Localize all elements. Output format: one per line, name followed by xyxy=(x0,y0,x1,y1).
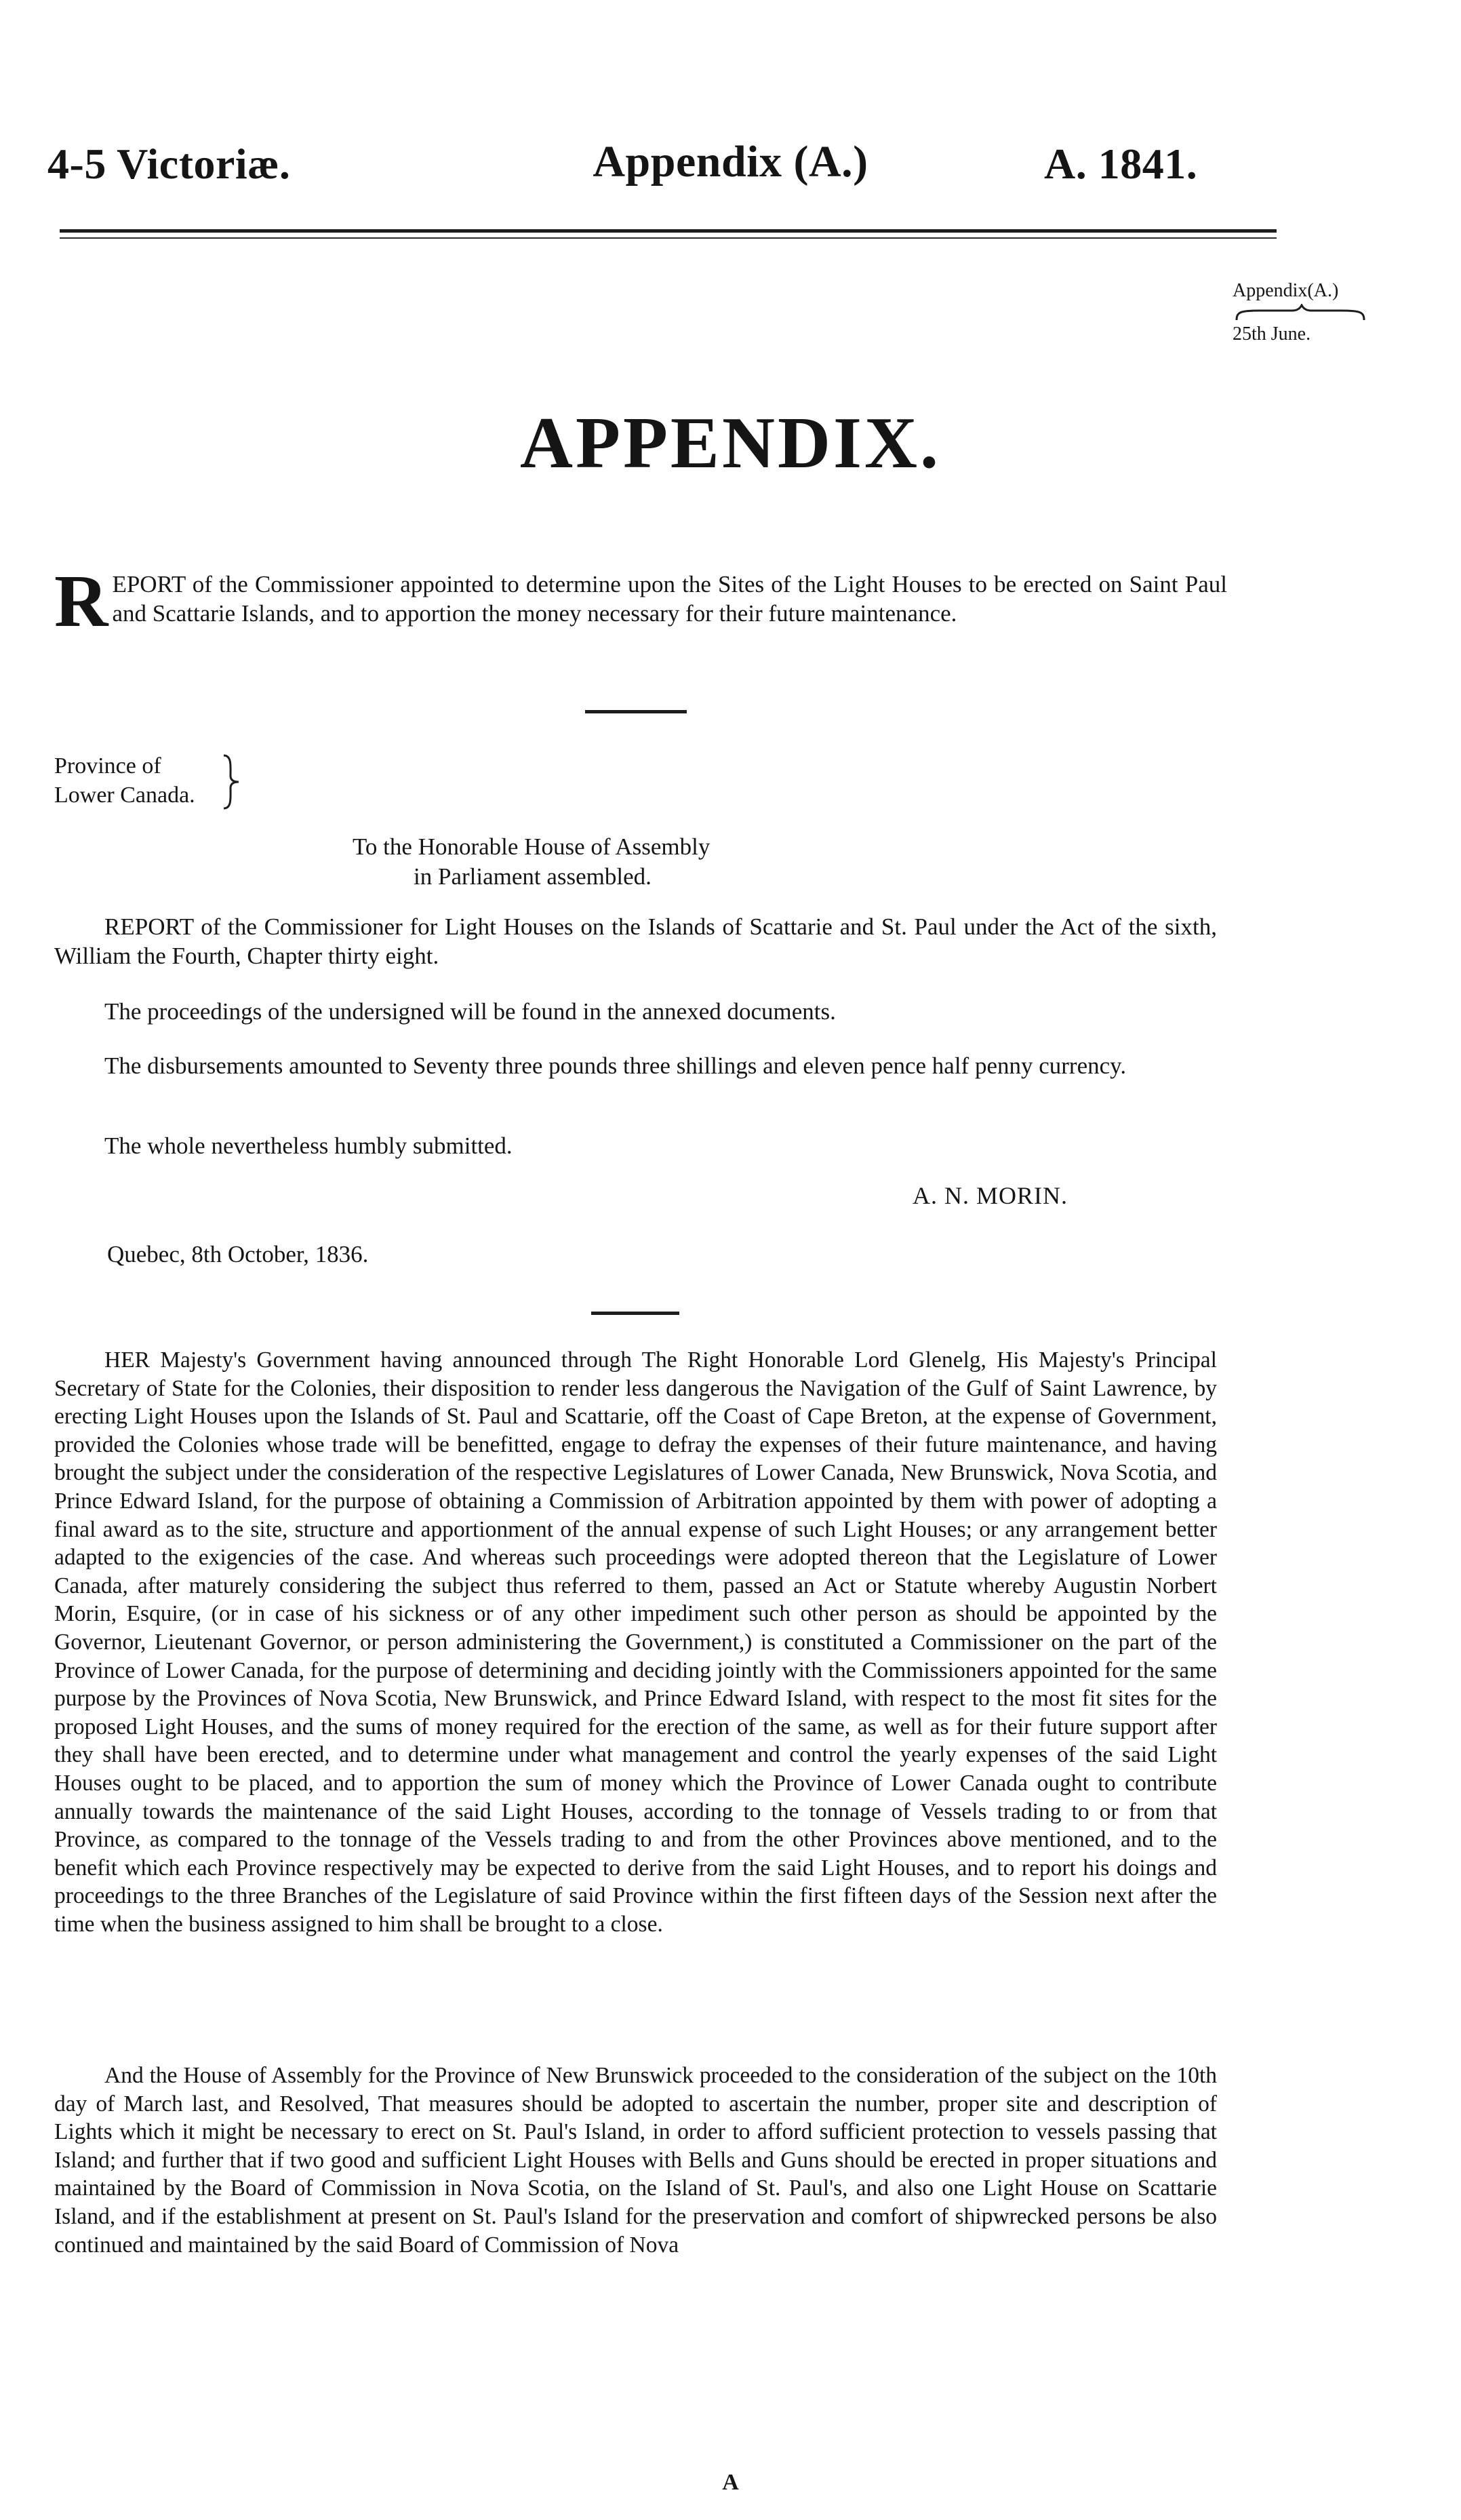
addressee-line-2: in Parliament assembled. xyxy=(414,863,652,890)
signature: A. N. MORIN. xyxy=(913,1182,1068,1209)
margin-note-date: 25th June. xyxy=(1233,323,1311,344)
province-line-2: Lower Canada. xyxy=(54,783,195,808)
paragraph-report: REPORT of the Commissioner for Light Houses on the Islands of Scattarie and St. Paul under the Act of the sixth, William the Fourth, Chapter thirty eight. xyxy=(54,913,1217,969)
margin-note xyxy=(1233,279,1372,345)
signature-mark: A xyxy=(722,2470,739,2495)
running-header-center: Appendix (A.) xyxy=(593,137,868,186)
header-rule-thin xyxy=(60,237,1277,239)
addressee-line-1: To the Honorable House of Assembly xyxy=(353,833,711,860)
right-brace-icon xyxy=(221,753,241,814)
header-rule-thick xyxy=(60,229,1277,233)
paragraph-her-majesty: HER Majesty's Government having announced through The Right Honorable Lord Glenelg, His Majesty's Principal Secretary of State for the Colonies, their disposition to render less dangerous the Navigation of the Gulf of Saint Lawrence, by erecting Light Houses upon the Islands of St. Paul and Scattarie, off the Coast of Cape Breton, at the expense of Government, provided the Colonies whose trade will be benefitted, engage to defray the expenses of their future maintenance, and having brought the subject under the consideration of the respective Legislatures of Lower Canada, New Brunswick, Nova Scotia, and Prince Edward Island, for the purpose of obtaining a Commission of Arbitration appointed by them with power of adopting a final award as to the site, structure and apportionment of the annual expense of such Light Houses; or any arrangement better adapted to the exigencies of the case. And whereas such proceedings were adopted thereon that the Legislature of Lower Canada, after maturely considering the subject thus referred to them, passed an Act or Statute whereby Augustin Norbert Morin, Esquire, (or in case of his sickness or of any other impediment such other person as should be appointed by the Governor, Lieutenant Governor, or person administering the Government,) is constituted a Commissioner on the part of the Province of Lower Canada, for the purpose of determining and deciding jointly with the Commissioners appointed for the same purpose by the Provinces of Nova Scotia, New Brunswick, and Prince Edward Island, with respect to the most fit sites for the proposed Light Houses, and the sums of money required for the erection of the same, as well as for their future support after they shall have been erected, and to determine under what management and control the yearly expenses of the said Light Houses ought to be placed, and to apportion the sum of money which the Province of Lower Canada ought to contribute annually towards the maintenance of the said Light Houses, according to the tonnage of Vessels trading to or from that Province, as compared to the tonnage of the Vessels trading to and from the other Provinces above mentioned, and to the benefit which each Province respectively may be expected to derive from the said Light Houses, and to report his doings and proceedings to the three Branches of the Legislature of said Province within the first fifteen days of the Session next after the time when the business assigned to him shall be brought to a close. xyxy=(54,1347,1217,1937)
page-title: APPENDIX. xyxy=(520,403,941,484)
section-divider-2 xyxy=(591,1312,679,1315)
running-header-left: 4-5 Victoriæ. xyxy=(47,140,291,188)
curly-brace-icon xyxy=(1233,302,1372,323)
paragraph-new-brunswick: And the House of Assembly for the Province of New Brunswick proceeded to the consideration of the subject on the 10th day of March last, and Resolved, That measures should be adopted to ascertain the number, proper site and description of Lights which it might be necessary to erect on St. Paul's Island, in order to afford sufficient protection to vessels passing that Island; and further that if two good and sufficient Light Houses with Bells and Guns should be erected in proper situations and maintained by the Board of Commission in Nova Scotia, on the Island of St. Paul's, and also one Light House on Scattarie Island, and if the establishment at present on St. Paul's Island for the preservation and comfort of shipwrecked persons be also continued and maintained by the said Board of Commission of Nova xyxy=(54,2063,1217,2258)
running-header-right: A. 1841. xyxy=(1044,140,1198,188)
drop-cap: R xyxy=(54,559,108,642)
paragraph-submitted: The whole nevertheless humbly submitted. xyxy=(104,1133,513,1159)
dateline: Quebec, 8th October, 1836. xyxy=(107,1241,369,1267)
report-heading-text: EPORT of the Commissioner appointed to determine upon the Sites of the Light Houses to be erected on Saint Paul and Scattarie Islands, and to apportion the money necessary for their future maintenance. xyxy=(112,571,1227,627)
paragraph-disbursements: The disbursements amounted to Seventy three pounds three shillings and eleven pence half penny currency. xyxy=(104,1052,1127,1079)
section-divider xyxy=(585,710,687,713)
paragraph-proceedings: The proceedings of the undersigned will be found in the annexed documents. xyxy=(104,998,836,1025)
addressee xyxy=(0,832,1461,892)
report-heading xyxy=(54,559,1227,642)
margin-note-appendix: Appendix(A.) xyxy=(1233,280,1339,301)
province-label xyxy=(54,751,195,810)
province-line-1: Province of xyxy=(54,753,161,779)
